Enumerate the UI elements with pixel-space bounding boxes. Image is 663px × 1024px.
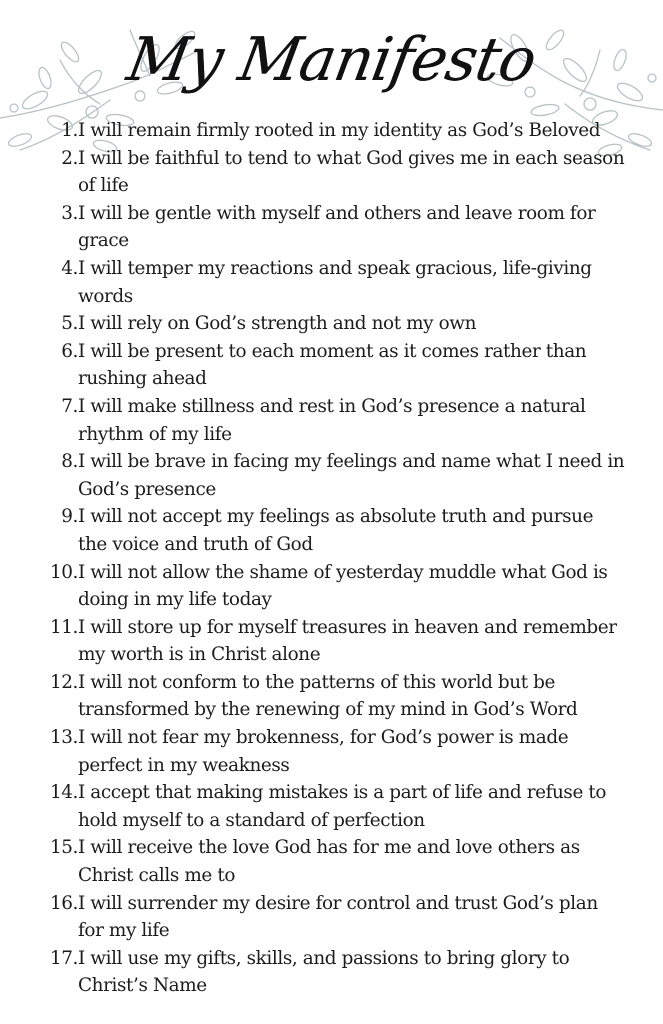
list-item — [0, 945, 663, 1000]
item-number: 7. — [61, 395, 78, 417]
item-text: I will be gentle with myself and others and leave room for grace — [78, 202, 596, 252]
item-text: I will be faithful to tend to what God gives me in each season of life — [78, 147, 625, 197]
item-number: 12. — [49, 671, 78, 693]
item-number: 3. — [61, 202, 78, 224]
list-item — [0, 448, 663, 503]
list-item — [0, 614, 663, 669]
item-text: I will use my gifts, skills, and passions to bring glory to Christ’s Name — [78, 947, 570, 997]
list-item — [0, 559, 663, 614]
manifesto-list — [0, 117, 663, 1000]
item-number: 11. — [49, 616, 78, 638]
item-text: I will remain firmly rooted in my identity as God’s Beloved — [78, 120, 601, 141]
item-number: 17. — [49, 947, 78, 969]
item-text: I will be brave in facing my feelings and name what I need in God’s presence — [78, 451, 625, 500]
list-item — [0, 779, 663, 834]
item-number: 5. — [61, 313, 78, 335]
list-item — [0, 393, 663, 448]
list-item — [0, 338, 663, 393]
item-text: I will not conform to the patterns of this world but be transformed by the renewing of my mind in God’s Word — [78, 671, 578, 721]
list-item — [0, 890, 663, 945]
item-text: I will not allow the shame of yesterday muddle what God is doing in my life today — [78, 561, 608, 611]
list-item — [0, 724, 663, 779]
item-number: 4. — [61, 257, 78, 279]
list-item — [0, 200, 663, 255]
item-number: 8. — [61, 451, 78, 473]
item-text: I will receive the love God has for me and love others as Christ calls me to — [78, 837, 580, 887]
list-item — [0, 255, 663, 310]
item-text: I will rely on God’s strength and not my own — [78, 313, 477, 335]
page-title: My Manifesto — [122, 25, 541, 95]
item-text: I will not accept my feelings as absolute truth and pursue the voice and truth of God — [78, 506, 594, 555]
item-number: 10. — [49, 561, 78, 583]
item-text: I will store up for myself treasures in heaven and remember my worth is in Christ alone — [78, 616, 617, 666]
item-text: I will surrender my desire for control and trust God’s plan for my life — [78, 892, 598, 942]
item-text: I will temper my reactions and speak gracious, life-giving words — [78, 257, 592, 307]
list-item — [0, 310, 663, 338]
item-number: 1. — [61, 120, 78, 141]
list-item — [0, 117, 663, 145]
list-item — [0, 834, 663, 889]
item-number: 14. — [49, 782, 78, 804]
item-number: 9. — [61, 506, 78, 528]
item-number: 16. — [49, 892, 78, 914]
item-text: I will be present to each moment as it comes rather than rushing ahead — [78, 340, 587, 390]
item-number: 13. — [49, 727, 78, 749]
list-item — [0, 145, 663, 200]
item-text: I will not fear my brokenness, for God’s power is made perfect in my weakness — [78, 727, 569, 776]
item-text: I accept that making mistakes is a part of life and refuse to hold myself to a standard of perfection — [78, 782, 607, 831]
item-number: 2. — [61, 147, 78, 169]
item-number: 15. — [49, 837, 78, 859]
list-item — [0, 669, 663, 724]
item-text: I will make stillness and rest in God’s presence a natural rhythm of my life — [78, 395, 586, 445]
list-item — [0, 503, 663, 558]
item-number: 6. — [61, 340, 78, 362]
